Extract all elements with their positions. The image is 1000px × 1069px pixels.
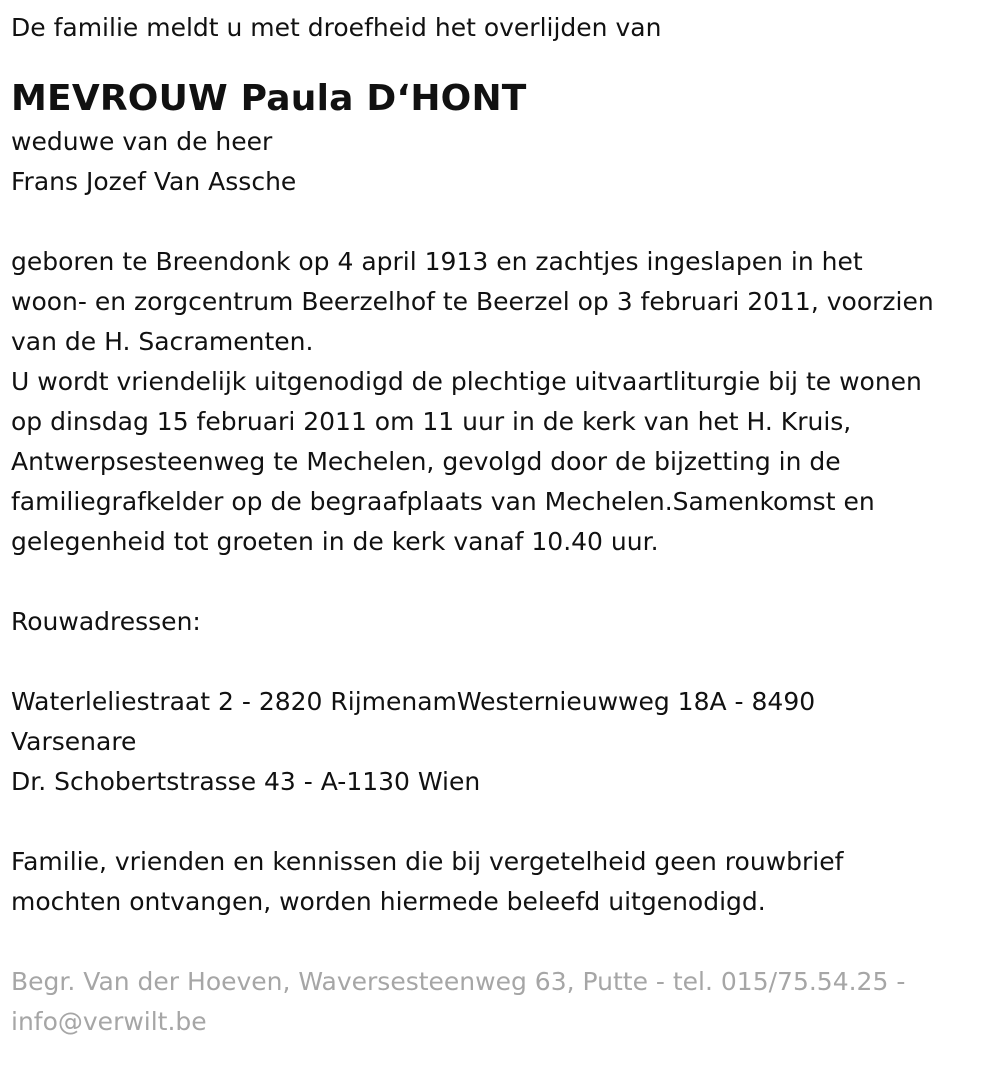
- closing-paragraph: [11, 842, 990, 922]
- body-line: familiegrafkelder op de begraafplaats van Mechelen.Samenkomst en: [11, 487, 875, 516]
- address-line: Dr. Schobertstrasse 43 - A-1130 Wien: [11, 767, 481, 796]
- body-line: U wordt vriendelijk uitgenodigd de plechtige uitvaartliturgie bij te wonen: [11, 367, 922, 396]
- body-line: op dinsdag 15 februari 2011 om 11 uur in de kerk van het H. Kruis,: [11, 407, 852, 436]
- address-line: Waterleliestraat 2 - 2820 RijmenamWesternieuwweg 18A - 8490: [11, 687, 816, 716]
- body-line: Antwerpsesteenweg te Mechelen, gevolgd door de bijzetting in de: [11, 447, 841, 476]
- spacer: [11, 202, 990, 242]
- spacer: [11, 642, 990, 682]
- funeral-home-footer: [11, 962, 990, 1042]
- body-paragraph: [11, 242, 990, 562]
- body-line: gelegenheid tot groeten in de kerk vanaf 10.40 uur.: [11, 527, 659, 556]
- widow-line-2: Frans Jozef Van Assche: [11, 167, 297, 196]
- spacer: [11, 48, 990, 76]
- body-line: geboren te Breendonk op 4 april 1913 en zachtjes ingeslapen in het: [11, 247, 863, 276]
- footer-line: Begr. Van der Hoeven, Waversesteenweg 63, Putte - tel. 015/75.54.25 -: [11, 967, 906, 996]
- address-list: [11, 682, 990, 802]
- spacer: [11, 922, 990, 962]
- closing-line: mochten ontvangen, worden hiermede beleefd uitgenodigd.: [11, 887, 766, 916]
- closing-line: Familie, vrienden en kennissen die bij vergetelheid geen rouwbrief: [11, 847, 844, 876]
- spacer: [11, 802, 990, 842]
- intro-text: De familie meldt u met droefheid het overlijden van: [11, 13, 662, 42]
- deceased-name: MEVROUW Paula D‘HONT: [11, 78, 527, 119]
- spacer: [11, 562, 990, 602]
- address-line: Varsenare: [11, 727, 137, 756]
- widow-line-1: weduwe van de heer: [11, 127, 273, 156]
- body-line: woon- en zorgcentrum Beerzelhof te Beerzel op 3 februari 2011, voorzien: [11, 287, 934, 316]
- addresses-heading: Rouwadressen:: [11, 607, 201, 636]
- body-line: van de H. Sacramenten.: [11, 327, 314, 356]
- footer-email: info@verwilt.be: [11, 1007, 207, 1036]
